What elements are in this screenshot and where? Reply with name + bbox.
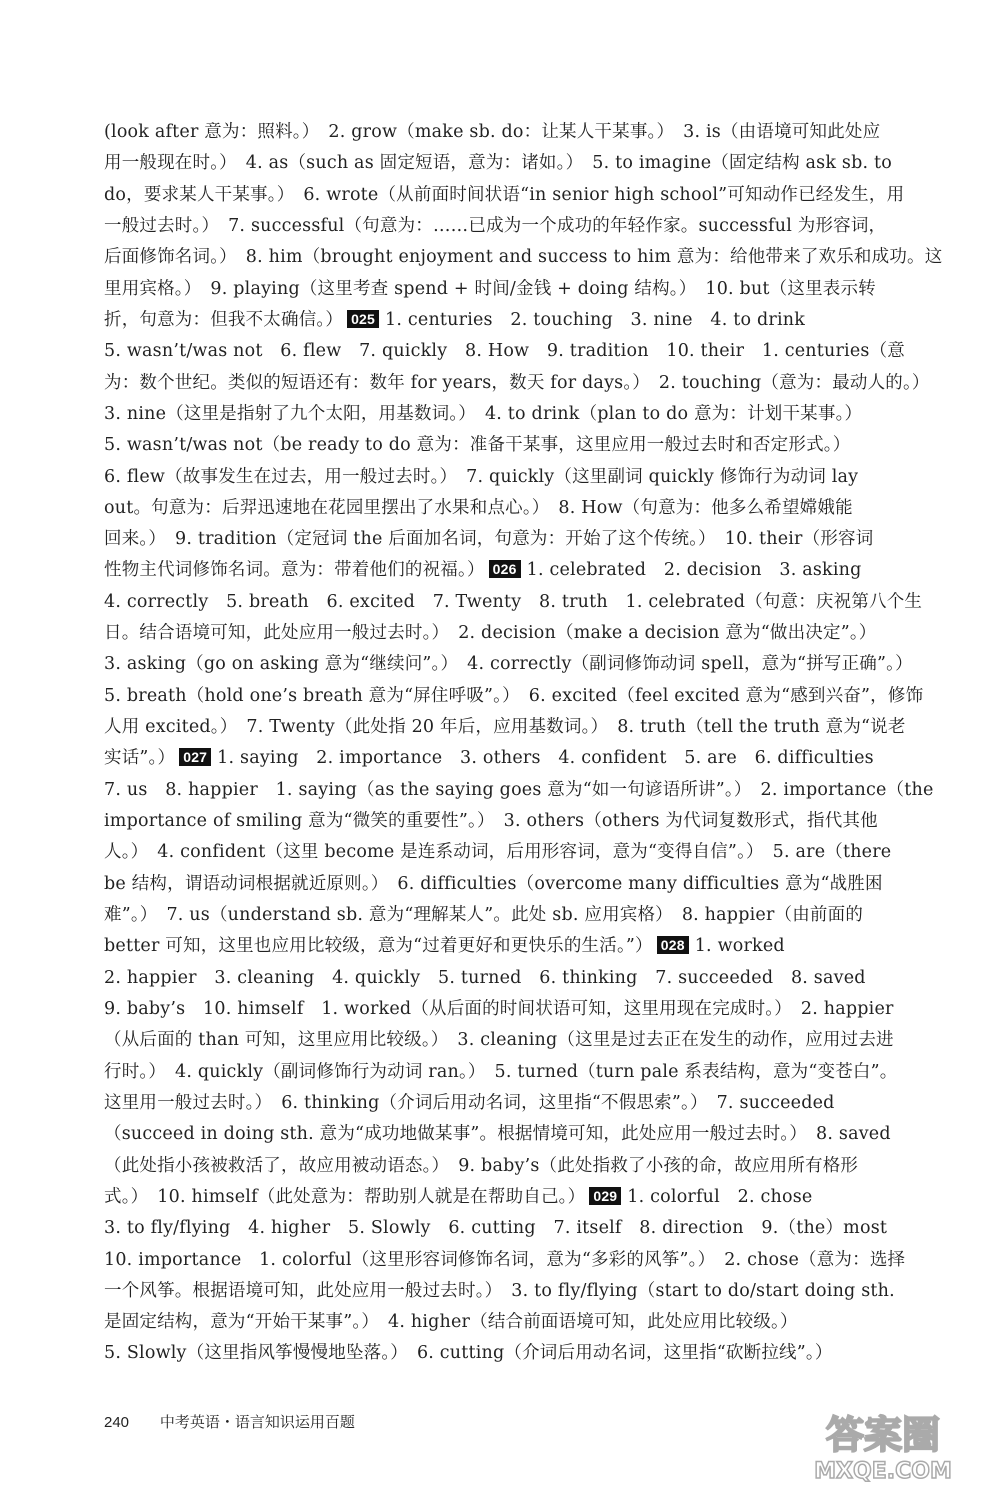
line-text: 日。结合语境可知，此处应用一般过去时。） 2. decision（make a decision 意为“做出决定”。） [104,623,877,644]
line-text: 3. asking（go on asking 意为“继续问”。） 4. correctly（副词修饰动词 spell，意为“拼写正确”。） [104,654,913,675]
line-text: 5. wasn’t/was not 6. flew 7. quickly 8. How 9. tradition 10. their 1. centuries（意 [104,341,905,362]
line-text: 式。） 10. himself（此处意为：帮助别人就是在帮助自己。） [104,1186,586,1207]
text-line [104,120,944,144]
line-text: 为：数个世纪。类似的短语还有：数年 for years，数天 for days。） 2. touching（意为：最动人的。） [104,372,930,393]
line-text: 行时。） 4. quickly（副词修饰行为动词 ran。） 5. turned（turn pale 系表结构，意为“变苍白”。 [104,1061,898,1082]
watermark-logo-text: 答案圈 [825,1413,941,1457]
line-text: 一般过去时。） 7. successful（句意为：……已成为一个成功的年轻作家。successful 为形容词， [104,215,887,236]
text-line [104,652,944,676]
line-text: （succeed in doing sth. 意为“成功地做某事”。根据情境可知，此处应用一般过去时。） 8. saved [104,1124,891,1145]
line-text: 4. correctly 5. breath 6. excited 7. Twenty 8. truth 1. celebrated（句意：庆祝第八个生 [104,591,923,612]
line-text: 5. breath（hold one’s breath 意为“屏住呼吸”。） 6. excited（feel excited 意为“感到兴奋”，修饰 [104,685,924,706]
line-text: 9. baby’s 10. himself 1. worked（从后面的时间状语可知，这里用现在完成时。） 2. happier [104,998,894,1019]
text-line [104,371,944,395]
line-text: better 可知，这里也应用比较级，意为“过着更好和更快乐的生活。”） [104,936,653,957]
text-line [104,214,944,238]
line-text: 2. happier 3. cleaning 4. quickly 5. turned 6. thinking 7. succeeded 8. saved [104,967,866,988]
text-line [104,966,944,990]
text-line [104,339,944,363]
line-text: 5. Slowly（这里指风筝慢慢地坠落。） 6. cutting（介词后用动名词，这里指“砍断拉线”。） [104,1343,833,1364]
line-text: 难”。） 7. us（understand sb. 意为“理解某人”。此处 sb. 应用宾格） 8. happier（由前面的 [104,905,864,925]
text-line [104,1028,944,1052]
text-line [104,840,944,864]
line-text: 性物主代词修饰名词。意为：带着他们的祝福。） [104,560,485,581]
line-text: 后面修饰名词。） 8. him（brought enjoyment and success to him 意为：给他带来了欢乐和成功。这 [104,247,943,268]
text-line [104,934,944,958]
line-text: 3. to fly/flying 4. higher 5. Slowly 6. cutting 7. itself 8. direction 9.（the）most [104,1218,888,1239]
line-text: 这里用一般过去时。） 6. thinking（介词后用动名词，这里指“不假思索”。） 7. succeeded [104,1092,835,1113]
text-line [104,809,944,833]
text-line [104,527,944,551]
exercise-number-badge: 028 [657,936,689,954]
text-line [104,277,944,301]
watermark-url-text: MXQE.COM [814,1459,952,1484]
text-line [104,997,944,1021]
line-text: 10. importance 1. colorful（这里形容词修饰名词，意为“多彩的风筝”。） 2. chose（意为：选择 [104,1249,906,1270]
line-text: 人。） 4. confident（这里 become 是连系动词，后用形容词，意为“变得自信”。） 5. are（there [104,842,892,863]
page-footer [104,1412,355,1433]
text-line [104,1279,944,1303]
line-text: 折，句意为：但我不太确信。） [104,309,344,330]
text-line [104,1185,944,1209]
answer-key-list: 1. centuries 2. touching 3. nine 4. to drink [385,309,806,330]
text-line [104,183,944,207]
line-text: 用一般现在时。） 4. as（such as 固定短语，意为：诸如。） 5. to imagine（固定结构 ask sb. to [104,153,892,174]
answer-key-list: 1. saying 2. importance 3. others 4. confident 5. are 6. difficulties [217,748,874,769]
line-text: 里用宾格。） 9. playing（这里考查 spend + 时间/金钱 + doing 结构。） 10. but（这里表示转 [104,278,876,299]
answer-key-list: 1. worked [694,936,785,957]
text-line [104,245,944,269]
line-text: 是固定结构，意为“开始干某事”。） 4. higher（结合前面语境可知，此处应用比较级。） [104,1312,798,1333]
line-text: 5. wasn’t/was not（be ready to do 意为：准备干某事，这里应用一般过去时和否定形式。） [104,435,851,456]
text-line [104,1341,944,1365]
text-line [104,402,944,426]
text-line [104,872,944,896]
text-line [104,1060,944,1084]
exercise-number-badge: 025 [347,310,379,328]
line-text: 回来。） 9. tradition（定冠词 the 后面加名词，句意为：开始了这个传统。） 10. their（形容词 [104,529,874,550]
page-number: 240 [104,1414,130,1431]
text-line [104,151,944,175]
text-line [104,1216,944,1240]
text-line [104,558,944,582]
line-text: (look after 意为：照料。） 2. grow（make sb. do：让某人干某事。） 3. is（由语境可知此处应 [104,122,881,142]
text-line [104,1091,944,1115]
text-line [104,903,944,927]
exercise-number-badge: 026 [489,560,521,578]
line-text: 7. us 8. happier 1. saying（as the saying goes 意为“如一句谚语所讲”。） 2. importance（the [104,779,934,800]
text-line [104,1154,944,1178]
text-line [104,465,944,489]
line-text: 3. nine（这里是指射了九个太阳，用基数词。） 4. to drink（plan to do 意为：计划干某事。） [104,403,863,424]
text-line [104,621,944,645]
line-text: （从后面的 than 可知，这里应用比较级。） 3. cleaning（这里是过去正在发生的动作，应用过去进 [104,1030,894,1051]
text-line [104,1310,944,1334]
watermark-logo [788,1410,978,1484]
line-text: do，要求某人干某事。） 6. wrote（从前面时间状语“in senior high school”可知动作已经发生，用 [104,184,905,205]
exercise-number-badge: 029 [589,1187,621,1205]
text-line [104,746,944,770]
book-title: 中考英语・语言知识运用百题 [159,1413,355,1431]
text-line [104,496,944,520]
line-text: be 结构，谓语动词根据就近原则。） 6. difficulties（overcome many difficulties 意为“战胜困 [104,873,883,894]
text-line [104,590,944,614]
answer-key-list: 1. colorful 2. chose [627,1186,813,1207]
line-text: 6. flew（故事发生在过去，用一般过去时。） 7. quickly（这里副词 quickly 修饰行为动词 lay [104,466,859,487]
text-line [104,433,944,457]
line-text: out。句意为：后羿迅速地在花园里摆出了水果和点心。） 8. How（句意为：他多么希望嫦娥能 [104,497,853,518]
text-line [104,308,944,332]
line-text: 一个风筝。根据语境可知，此处应用一般过去时。） 3. to fly/flying（start to do/start doing sth. [104,1280,895,1301]
text-line [104,1248,944,1272]
exercise-number-badge: 027 [179,748,211,766]
line-text: （此处指小孩被救活了，故应用被动语态。） 9. baby’s（此处指救了小孩的命，故应用所有格形 [104,1155,859,1176]
line-text: importance of smiling 意为“微笑的重要性”。） 3. others（others 为代词复数形式，指代其他 [104,811,878,832]
text-line [104,778,944,802]
text-line [104,684,944,708]
text-line [104,715,944,739]
line-text: 实话”。） [104,748,176,769]
answer-key-list: 1. celebrated 2. decision 3. asking [526,560,862,581]
line-text: 人用 excited。） 7. Twenty（此处指 20 年后，应用基数词。） 8. truth（tell the truth 意为“说老 [104,717,906,738]
text-line [104,1122,944,1146]
